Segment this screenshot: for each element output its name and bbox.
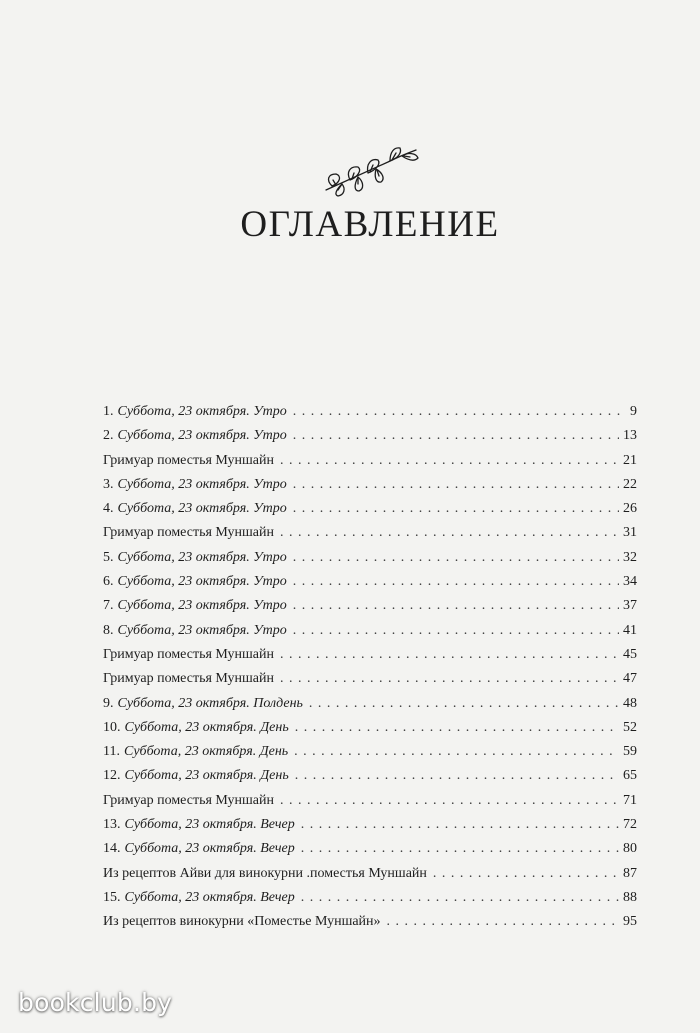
toc-entry [103,497,637,521]
dot-leader [293,400,626,424]
toc-entry-title: Суббота, 23 октября. Вечер [124,889,295,905]
toc-entry-title: Гримуар поместья Муншайн [103,792,274,808]
toc-entry-page: 37 [623,598,637,614]
dot-leader [280,449,619,473]
toc-entry-number: 8. [103,622,114,638]
toc-entry-page: 48 [623,695,637,711]
toc-entry-page: 21 [623,452,637,468]
watermark: bookclub.by [18,988,173,1017]
toc-entry-title: Гримуар поместья Муншайн [103,646,274,662]
dot-leader [433,862,619,886]
toc-entry [103,692,637,716]
toc-entry-title: Из рецептов Айви для винокурни .поместья Муншайн [103,865,427,881]
toc-entry-page: 52 [623,719,637,735]
dot-leader [293,497,619,521]
toc-entry [103,473,637,497]
page-title: ОГЛАВЛЕНИЕ [240,204,500,245]
toc-entry-number: 11. [103,744,120,760]
toc-entry-page: 34 [623,574,637,590]
toc-entry [103,546,637,570]
toc-entry-page: 22 [623,476,637,492]
toc-entry-page: 72 [623,817,637,833]
toc-entry-title: Суббота, 23 октября. Утро [117,598,287,614]
dot-leader [293,424,619,448]
toc-entry-number: 14. [103,841,121,857]
toc-entry-number: 10. [103,719,121,735]
toc-entry-page: 88 [623,889,637,905]
dot-leader [301,837,619,861]
toc-entry-number: 12. [103,768,121,784]
toc-entry-page: 41 [623,622,637,638]
toc-entry-page: 31 [623,525,637,541]
toc-entry-title: Суббота, 23 октября. День [124,719,289,735]
toc-entry [103,886,637,910]
toc-entry-title: Гримуар поместья Муншайн [103,525,274,541]
toc-entry-page: 95 [623,914,637,930]
dot-leader [280,667,619,691]
dot-leader [309,692,619,716]
toc-entry-number: 6. [103,574,114,590]
toc-entry-title: Суббота, 23 октября. Утро [117,501,287,517]
toc-entry-title: Суббота, 23 октября. Вечер [124,817,295,833]
dot-leader [280,789,619,813]
toc-entry-number: 5. [103,549,114,565]
dot-leader [293,570,619,594]
toc-entry [103,862,637,886]
dot-leader [293,594,619,618]
dot-leader [293,546,619,570]
toc-entry-page: 9 [630,404,637,419]
toc-entry-title: Суббота, 23 октября. День [124,768,289,784]
toc-entry-page: 47 [623,671,637,687]
dot-leader [301,886,619,910]
toc-entry-title: Суббота, 23 октября. Утро [117,549,287,565]
toc-entry-number: 9. [103,695,114,711]
toc-entry-page: 65 [623,768,637,784]
toc-entry [103,619,637,643]
toc-entry-page: 71 [623,792,637,808]
toc-entry-title: Суббота, 23 октября. Утро [117,622,287,638]
toc-entry [103,813,637,837]
toc-entry-title: Гримуар поместья Муншайн [103,671,274,687]
toc-entry-page: 80 [623,841,637,857]
toc-entry-number: 13. [103,817,121,833]
toc-entry [103,789,637,813]
toc-entry-page: 87 [623,865,637,881]
toc-entry-page: 13 [623,428,637,444]
toc-entry-title: Суббота, 23 октября. День [123,744,289,760]
toc-entry [103,521,637,545]
toc-entry-title: Суббота, 23 октября. Утро [117,428,287,444]
toc-entry-number: 2. [103,428,114,444]
toc-entry [103,449,637,473]
toc-entry-number: 3. [103,476,114,492]
toc-entry-number: 1. [103,404,114,419]
toc-entry-page: 59 [623,744,637,760]
table-of-contents [103,400,637,935]
dot-leader [294,740,619,764]
toc-entry-title: Суббота, 23 октября. Утро [117,574,287,590]
toc-entry-page: 26 [623,501,637,517]
toc-entry [103,400,637,424]
toc-entry-number: 7. [103,598,114,614]
toc-entry-title: Суббота, 23 октября. Утро [117,476,287,492]
toc-entry-page: 32 [623,549,637,565]
toc-entry [103,837,637,861]
toc-entry [103,667,637,691]
toc-entry-title: Гримуар поместья Муншайн [103,452,274,468]
dot-leader [295,764,619,788]
toc-entry [103,764,637,788]
toc-entry-title: Суббота, 23 октября. Утро [117,404,287,419]
dot-leader [280,643,619,667]
toc-entry-title: Суббота, 23 октября. Вечер [124,841,295,857]
dot-leader [293,619,619,643]
toc-entry [103,716,637,740]
leaf-branch-icon [318,140,422,198]
toc-entry-title: Суббота, 23 октября. Полдень [117,695,303,711]
toc-entry-number: 15. [103,889,121,905]
dot-leader [387,910,619,934]
dot-leader [293,473,619,497]
toc-entry [103,424,637,448]
toc-entry [103,594,637,618]
toc-entry [103,740,637,764]
toc-entry-number: 4. [103,501,114,517]
dot-leader [295,716,619,740]
toc-entry-page: 45 [623,646,637,662]
dot-leader [301,813,619,837]
toc-entry [103,910,637,934]
toc-entry [103,570,637,594]
toc-entry [103,643,637,667]
dot-leader [280,521,619,545]
toc-entry-title: Из рецептов винокурни «Поместье Муншайн» [103,914,381,930]
